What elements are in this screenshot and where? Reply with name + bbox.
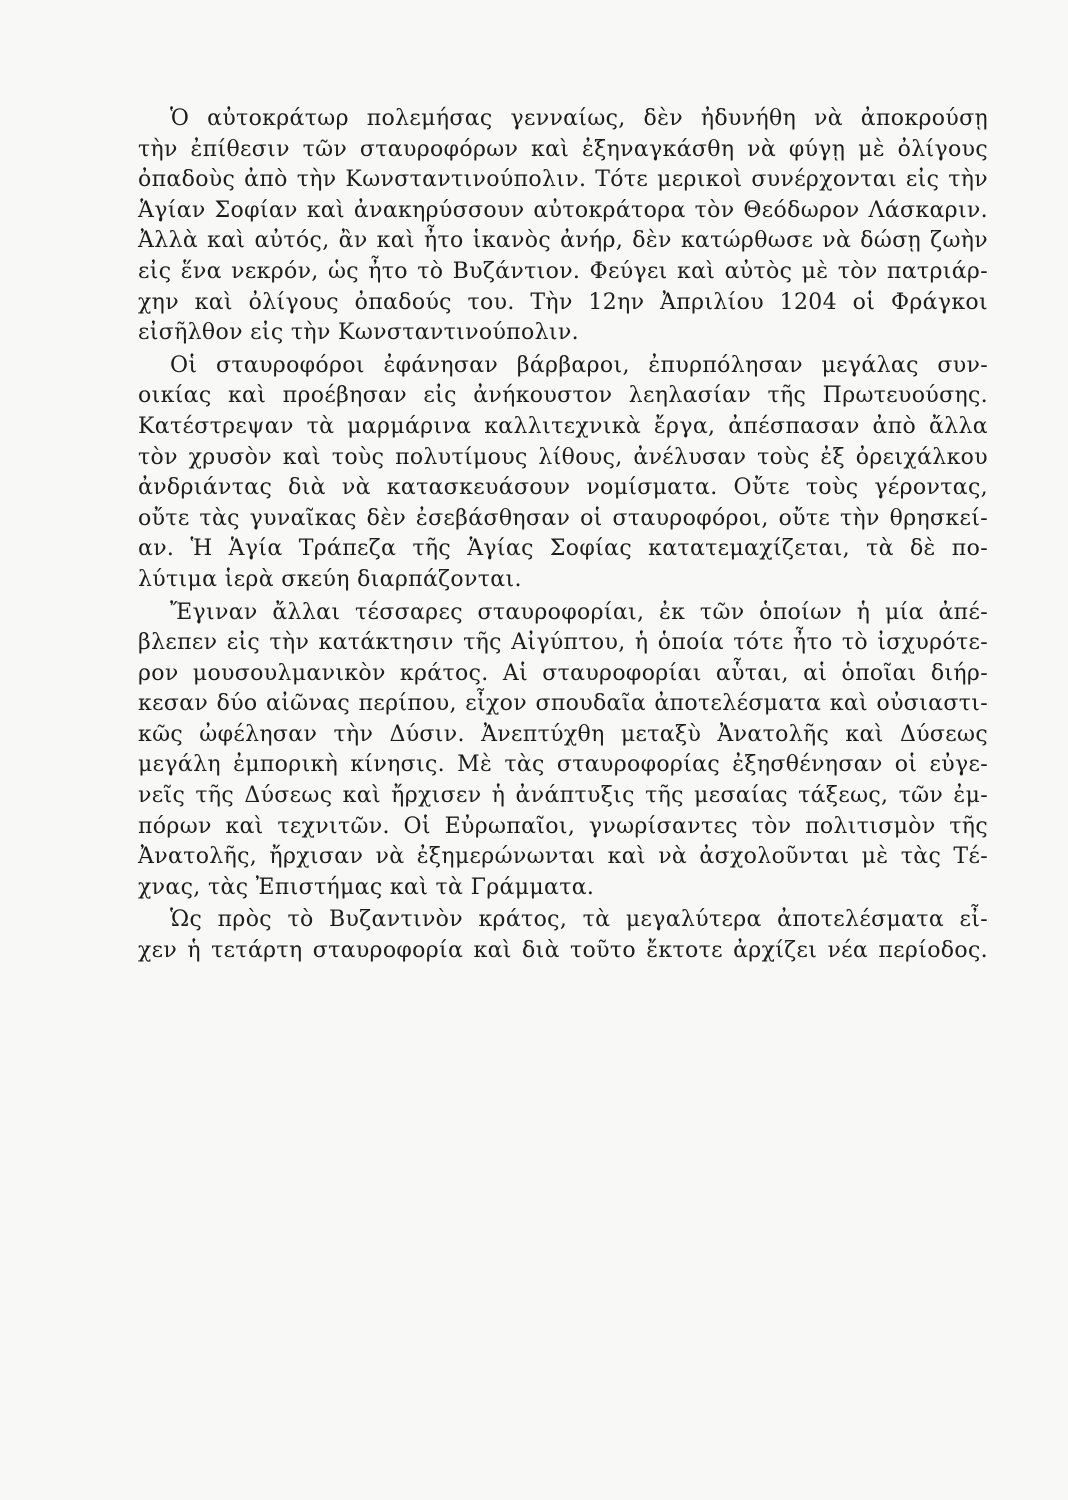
paragraph xyxy=(138,905,988,966)
text-line: εἰσῆλθον εἰς τὴν Κωνσταντινούπολιν. xyxy=(138,320,579,346)
text-line: ὀπαδοὺς ἀπὸ τὴν Κωνσταντινούπολιν. Τότε μερικοὶ συνέρχονται εἰς τὴν xyxy=(138,167,988,193)
text-line: Ἔγιναν ἄλλαι τέσσαρες σταυροφορίαι, ἐκ τῶν ὁποίων ἡ μία ἀπέ- xyxy=(170,599,988,625)
text-line: χνας, τὰς Ἐπιστήμας καὶ τὰ Γράμματα. xyxy=(138,874,595,900)
paragraph xyxy=(138,104,988,349)
text-line: χην καὶ ὀλίγους ὀπαδούς του. Τὴν 12ην Ἀπριλίου 1204 οἱ Φράγκοι xyxy=(138,289,988,315)
paragraph xyxy=(138,598,988,904)
text-line: λύτιμα ἱερὰ σκεύη διαρπάζονται. xyxy=(138,566,522,592)
text-line: εἰς ἕνα νεκρόν, ὡς ἦτο τὸ Βυζάντιον. Φεύγει καὶ αὐτὸς μὲ τὸν πατριάρ- xyxy=(138,258,988,284)
body-text xyxy=(138,104,988,967)
text-line: Ἀνατολῆς, ἤρχισαν νὰ ἐξημερώνωνται καὶ νὰ ἀσχολοῦνται μὲ τὰς Τέ- xyxy=(138,844,988,870)
text-line: ἀνδριάντας διὰ νὰ κατασκευάσουν νομίσματα. Οὔτε τοὺς γέροντας, xyxy=(138,475,988,501)
paragraph xyxy=(138,351,988,596)
text-line: Κατέστρεψαν τὰ μαρμάρινα καλλιτεχνικὰ ἔργα, ἀπέσπασαν ἀπὸ ἄλλα xyxy=(138,413,988,439)
text-line: οὔτε τὰς γυναῖκας δὲν ἐσεβάσθησαν οἱ σταυροφόροι, οὔτε τὴν θρησκεί- xyxy=(138,505,988,531)
text-line: κεσαν δύο αἰῶνας περίπου, εἶχον σπουδαῖα ἀποτελέσματα καὶ οὐσιαστι- xyxy=(138,691,988,717)
text-line: μεγάλη ἐμπορικὴ κίνησις. Μὲ τὰς σταυροφορίας ἐξησθένησαν οἱ εὐγε- xyxy=(138,752,988,778)
text-line: Οἱ σταυροφόροι ἐφάνησαν βάρβαροι, ἐπυρπόλησαν μεγάλας συν- xyxy=(170,352,988,378)
text-line: τὸν χρυσὸν καὶ τοὺς πολυτίμους λίθους, ἀνέλυσαν τοὺς ἐξ ὀρειχάλκου xyxy=(138,444,988,470)
text-line: Ἁγίαν Σοφίαν καὶ ἀνακηρύσσουν αὐτοκράτορα τὸν Θεόδωρον Λάσκαριν. xyxy=(138,197,988,223)
text-line: πόρων καὶ τεχνιτῶν. Οἱ Εὐρωπαῖοι, γνωρίσαντες τὸν πολιτισμὸν τῆς xyxy=(138,813,988,839)
text-line: ρον μουσουλμανικὸν κράτος. Αἱ σταυροφορίαι αὗται, αἱ ὁποῖαι διήρ- xyxy=(138,660,988,686)
text-line: Ἀλλὰ καὶ αὐτός, ἂν καὶ ἦτο ἱκανὸς ἀνήρ, δὲν κατώρθωσε νὰ δώσῃ ζωὴν xyxy=(138,228,988,254)
text-line: οικίας καὶ προέβησαν εἰς ἀνήκουστον λεηλασίαν τῆς Πρωτευούσης. xyxy=(138,383,988,409)
text-line: αν. Ἡ Ἁγία Τράπεζα τῆς Ἁγίας Σοφίας κατατεμαχίζεται, τὰ δὲ πο- xyxy=(138,536,988,562)
text-line: κῶς ὠφέλησαν τὴν Δύσιν. Ἀνεπτύχθη μεταξὺ Ἀνατολῆς καὶ Δύσεως xyxy=(138,721,988,747)
text-line: Ὡς πρὸς τὸ Βυζαντινὸν κράτος, τὰ μεγαλύτερα ἀποτελέσματα εἶ- xyxy=(170,907,988,933)
text-line: χεν ἡ τετάρτη σταυροφορία καὶ διὰ τοῦτο ἔκτοτε ἀρχίζει νέα περίοδος. xyxy=(138,938,988,964)
text-line: νεῖς τῆς Δύσεως καὶ ἤρχισεν ἡ ἀνάπτυξις τῆς μεσαίας τάξεως, τῶν ἐμ- xyxy=(138,783,988,809)
text-line: τὴν ἐπίθεσιν τῶν σταυροφόρων καὶ ἐξηναγκάσθη νὰ φύγῃ μὲ ὀλίγους xyxy=(138,136,988,162)
text-line: Ὁ αὐτοκράτωρ πολεμήσας γενναίως, δὲν ἠδυνήθη νὰ ἀποκρούσῃ xyxy=(170,106,988,131)
text-line: βλεπεν εἰς τὴν κατάκτησιν τῆς Αἰγύπτου, ἡ ὁποία τότε ἦτο τὸ ἰσχυρότε- xyxy=(138,630,988,656)
